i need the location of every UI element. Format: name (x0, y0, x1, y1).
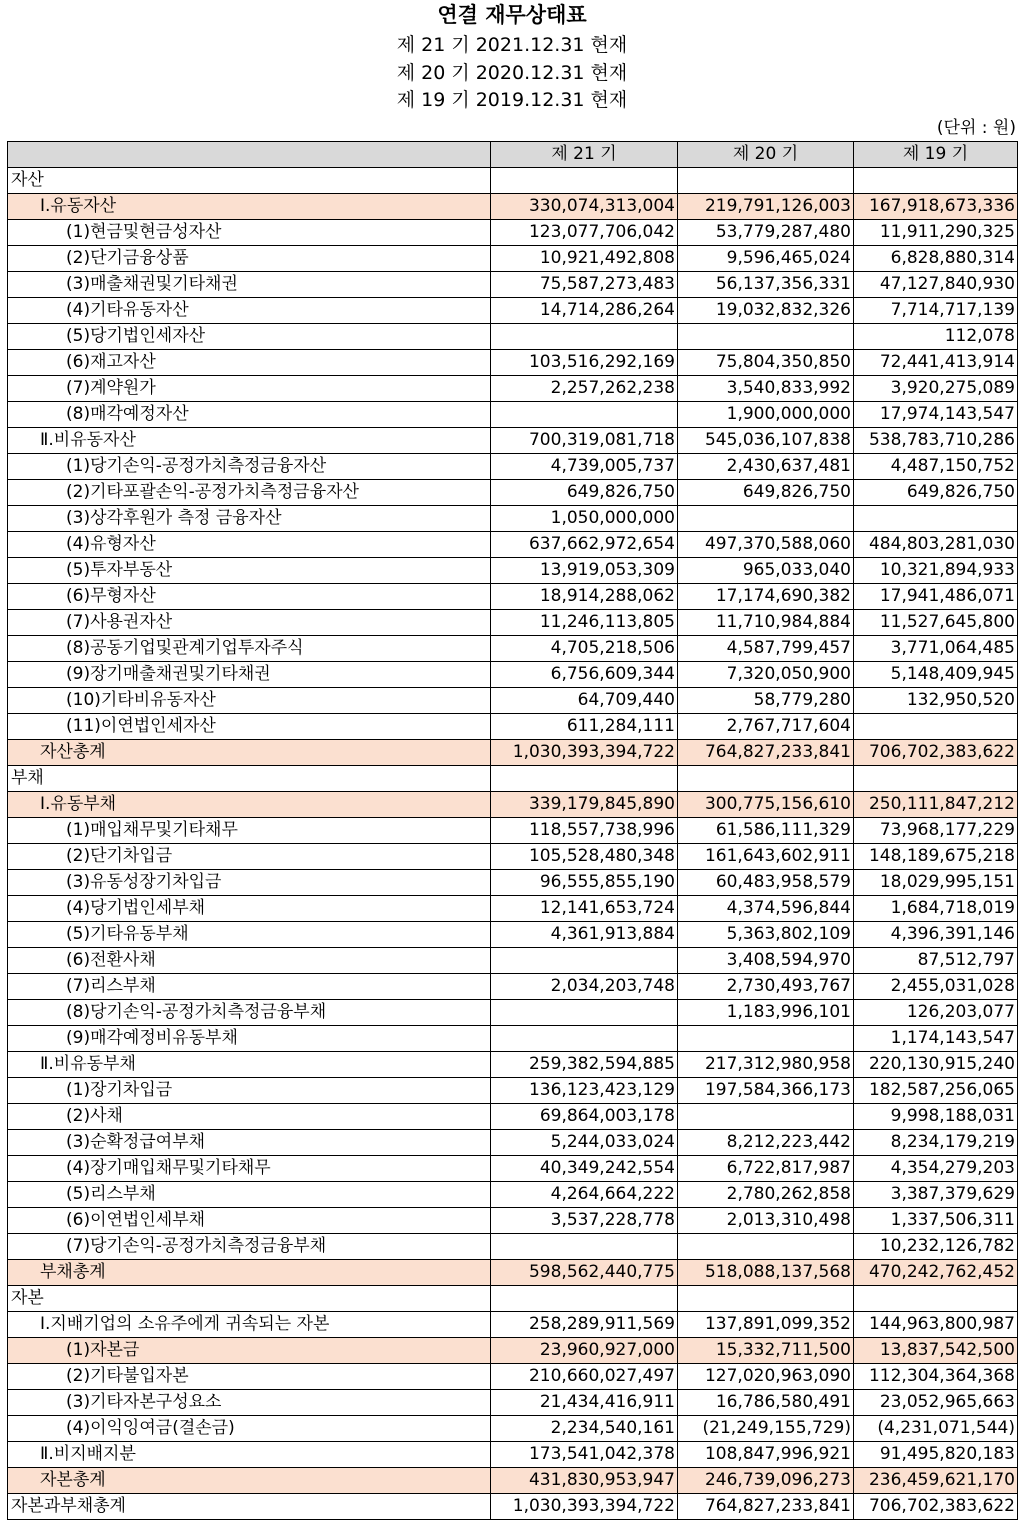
table-row (8, 1156, 1018, 1182)
period-19-value: 484,803,281,030 (854, 532, 1018, 558)
period-21-value: 4,264,664,222 (491, 1182, 678, 1208)
period-21-value: 1,050,000,000 (491, 506, 678, 532)
period-20-value: 8,212,223,442 (678, 1130, 854, 1156)
period-21-value (491, 1026, 678, 1052)
period-20-value: 197,584,366,173 (678, 1078, 854, 1104)
table-row (8, 896, 1018, 922)
period-20-value (678, 324, 854, 350)
table-row (8, 1468, 1018, 1494)
account-label: (1)현금및현금성자산 (8, 220, 491, 246)
table-row (8, 714, 1018, 740)
account-label: (4)유형자산 (8, 532, 491, 558)
period-20-value: 764,827,233,841 (678, 1494, 854, 1520)
period-21-value: 339,179,845,890 (491, 792, 678, 818)
period-19-value: 11,527,645,800 (854, 610, 1018, 636)
period-21-value (491, 1000, 678, 1026)
period-19-value: 3,771,064,485 (854, 636, 1018, 662)
account-label: 자산총계 (8, 740, 491, 766)
table-row (8, 1000, 1018, 1026)
account-label: (5)당기법인세자산 (8, 324, 491, 350)
account-label: (3)순확정급여부채 (8, 1130, 491, 1156)
account-label: 부채 (8, 766, 491, 792)
table-row (8, 454, 1018, 480)
period-20-value: 3,540,833,992 (678, 376, 854, 402)
period-20-value: 545,036,107,838 (678, 428, 854, 454)
period-19-value: 706,702,383,622 (854, 740, 1018, 766)
period-20-value: 60,483,958,579 (678, 870, 854, 896)
statement-title: 연결 재무상태표 (437, 3, 587, 27)
period-20-value (678, 168, 854, 194)
table-row (8, 558, 1018, 584)
period-20-value: (21,249,155,729) (678, 1416, 854, 1442)
table-row (8, 948, 1018, 974)
account-label: (1)장기차입금 (8, 1078, 491, 1104)
account-label: (10)기타비유동자산 (8, 688, 491, 714)
period-line-3: 제 19 기 2019.12.31 현재 (396, 89, 628, 111)
account-label: (2)단기차입금 (8, 844, 491, 870)
period-20-value: 7,320,050,900 (678, 662, 854, 688)
table-row (8, 818, 1018, 844)
period-20-value: 764,827,233,841 (678, 740, 854, 766)
period-19-value: 3,920,275,089 (854, 376, 1018, 402)
period-20-value: 9,596,465,024 (678, 246, 854, 272)
period-20-value (678, 1104, 854, 1130)
period-20-value: 2,780,262,858 (678, 1182, 854, 1208)
table-row (8, 220, 1018, 246)
period-19-value: 706,702,383,622 (854, 1494, 1018, 1520)
table-row (8, 1130, 1018, 1156)
period-19-value: 17,941,486,071 (854, 584, 1018, 610)
period-21-value: 330,074,313,004 (491, 194, 678, 220)
period-19-value: 3,387,379,629 (854, 1182, 1018, 1208)
table-row (8, 688, 1018, 714)
period-19-value: 167,918,673,336 (854, 194, 1018, 220)
period-19-value: 132,950,520 (854, 688, 1018, 714)
period-19-value: 144,963,800,987 (854, 1312, 1018, 1338)
period-21-value (491, 948, 678, 974)
table-row (8, 662, 1018, 688)
account-label: Ⅱ.비지배지분 (8, 1442, 491, 1468)
account-label: (8)공동기업및관계기업투자주식 (8, 636, 491, 662)
period-20-value: 2,767,717,604 (678, 714, 854, 740)
table-row (8, 1078, 1018, 1104)
period-21-value: 4,739,005,737 (491, 454, 678, 480)
period-21-value: 40,349,242,554 (491, 1156, 678, 1182)
period-20-value: 6,722,817,987 (678, 1156, 854, 1182)
table-row (8, 376, 1018, 402)
period-19-value: 126,203,077 (854, 1000, 1018, 1026)
period-line-2: 제 20 기 2020.12.31 현재 (396, 62, 628, 84)
period-20-value (678, 1026, 854, 1052)
period-21-value: 6,756,609,344 (491, 662, 678, 688)
account-label: (4)기타유동자산 (8, 298, 491, 324)
period-21-value: 12,141,653,724 (491, 896, 678, 922)
table-row (8, 428, 1018, 454)
period-19-value: 7,714,717,139 (854, 298, 1018, 324)
period-21-value: 2,234,540,161 (491, 1416, 678, 1442)
table-row (8, 974, 1018, 1000)
table-row (8, 1104, 1018, 1130)
table-row (8, 1052, 1018, 1078)
table-row (8, 1026, 1018, 1052)
period-19-value: 148,189,675,218 (854, 844, 1018, 870)
account-label: (7)당기손익-공정가치측정금융부채 (8, 1234, 491, 1260)
period-21-value (491, 766, 678, 792)
account-label: (7)리스부채 (8, 974, 491, 1000)
table-row (8, 194, 1018, 220)
account-label: (3)유동성장기차입금 (8, 870, 491, 896)
period-19-value: 8,234,179,219 (854, 1130, 1018, 1156)
period-19-value: 2,455,031,028 (854, 974, 1018, 1000)
period-21-value: 700,319,081,718 (491, 428, 678, 454)
period-21-value: 75,587,273,483 (491, 272, 678, 298)
table-row (8, 1338, 1018, 1364)
period-20-value: 108,847,996,921 (678, 1442, 854, 1468)
table-row (8, 792, 1018, 818)
account-label: (9)장기매출채권및기타채권 (8, 662, 491, 688)
period-19-value: 112,078 (854, 324, 1018, 350)
period-20-value: 246,739,096,273 (678, 1468, 854, 1494)
account-label: (5)기타유동부채 (8, 922, 491, 948)
period-21-value (491, 168, 678, 194)
period-21-value: 96,555,855,190 (491, 870, 678, 896)
period-19-value: 182,587,256,065 (854, 1078, 1018, 1104)
period-19-value: 91,495,820,183 (854, 1442, 1018, 1468)
period-19-value: 236,459,621,170 (854, 1468, 1018, 1494)
period-19-value: 538,783,710,286 (854, 428, 1018, 454)
period-19-value: 73,968,177,229 (854, 818, 1018, 844)
account-label: (3)상각후원가 측정 금융자산 (8, 506, 491, 532)
account-label: (5)리스부채 (8, 1182, 491, 1208)
period-19-value (854, 714, 1018, 740)
period-19-value: 10,232,126,782 (854, 1234, 1018, 1260)
period-20-value: 4,374,596,844 (678, 896, 854, 922)
period-line-1: 제 21 기 2021.12.31 현재 (396, 34, 628, 56)
period-20-value: 16,786,580,491 (678, 1390, 854, 1416)
period-19-value: 1,337,506,311 (854, 1208, 1018, 1234)
header-period-21: 제 21 기 (491, 142, 678, 168)
period-21-value: 258,289,911,569 (491, 1312, 678, 1338)
period-19-value: 220,130,915,240 (854, 1052, 1018, 1078)
period-21-value: 14,714,286,264 (491, 298, 678, 324)
period-20-value: 649,826,750 (678, 480, 854, 506)
period-20-value: 4,587,799,457 (678, 636, 854, 662)
account-label: (11)이연법인세자산 (8, 714, 491, 740)
period-21-value: 136,123,423,129 (491, 1078, 678, 1104)
account-label: (6)무형자산 (8, 584, 491, 610)
period-19-value: 4,354,279,203 (854, 1156, 1018, 1182)
period-21-value: 4,705,218,506 (491, 636, 678, 662)
table-row (8, 1416, 1018, 1442)
period-19-value: 17,974,143,547 (854, 402, 1018, 428)
period-21-value: 598,562,440,775 (491, 1260, 678, 1286)
unit-label: (단위 : 원) (936, 118, 1016, 138)
period-19-value: 6,828,880,314 (854, 246, 1018, 272)
period-20-value: 300,775,156,610 (678, 792, 854, 818)
account-label: 자본총계 (8, 1468, 491, 1494)
table-row (8, 1286, 1018, 1312)
period-19-value: 1,684,718,019 (854, 896, 1018, 922)
period-20-value: 3,408,594,970 (678, 948, 854, 974)
account-label: (9)매각예정비유동부채 (8, 1026, 491, 1052)
period-21-value: 637,662,972,654 (491, 532, 678, 558)
period-20-value: 61,586,111,329 (678, 818, 854, 844)
account-label: (7)계약원가 (8, 376, 491, 402)
period-19-value: 87,512,797 (854, 948, 1018, 974)
period-20-value: 58,779,280 (678, 688, 854, 714)
period-21-value (491, 402, 678, 428)
period-19-value: 4,396,391,146 (854, 922, 1018, 948)
account-label: (2)기타포괄손익-공정가치측정금융자산 (8, 480, 491, 506)
table-row (8, 1260, 1018, 1286)
table-row (8, 922, 1018, 948)
table-body (8, 168, 1018, 1520)
account-label: (8)매각예정자산 (8, 402, 491, 428)
period-20-value (678, 506, 854, 532)
period-21-value: 210,660,027,497 (491, 1364, 678, 1390)
account-label: Ⅰ.지배기업의 소유주에게 귀속되는 자본 (8, 1312, 491, 1338)
period-21-value: 18,914,288,062 (491, 584, 678, 610)
period-21-value: 259,382,594,885 (491, 1052, 678, 1078)
period-19-value: 250,111,847,212 (854, 792, 1018, 818)
period-20-value: 497,370,588,060 (678, 532, 854, 558)
period-21-value: 105,528,480,348 (491, 844, 678, 870)
period-19-value: 18,029,995,151 (854, 870, 1018, 896)
period-21-value (491, 1234, 678, 1260)
account-label: Ⅰ.유동자산 (8, 194, 491, 220)
table-row (8, 1208, 1018, 1234)
account-label: (2)기타불입자본 (8, 1364, 491, 1390)
table-row (8, 402, 1018, 428)
account-label: (5)투자부동산 (8, 558, 491, 584)
account-label: (2)단기금융상품 (8, 246, 491, 272)
period-19-value: 11,911,290,325 (854, 220, 1018, 246)
table-header-row (8, 142, 1018, 168)
period-21-value: 5,244,033,024 (491, 1130, 678, 1156)
period-21-value: 1,030,393,394,722 (491, 740, 678, 766)
table-row (8, 298, 1018, 324)
account-label: 자본 (8, 1286, 491, 1312)
table-row (8, 480, 1018, 506)
table-row (8, 272, 1018, 298)
period-20-value (678, 766, 854, 792)
period-21-value: 118,557,738,996 (491, 818, 678, 844)
period-20-value: 56,137,356,331 (678, 272, 854, 298)
header-account (8, 142, 491, 168)
period-19-value: (4,231,071,544) (854, 1416, 1018, 1442)
table-row (8, 740, 1018, 766)
period-21-value: 23,960,927,000 (491, 1338, 678, 1364)
period-21-value (491, 1286, 678, 1312)
header-period-19: 제 19 기 (854, 142, 1018, 168)
table-row (8, 168, 1018, 194)
table-row (8, 870, 1018, 896)
period-21-value: 103,516,292,169 (491, 350, 678, 376)
account-label: (4)당기법인세부채 (8, 896, 491, 922)
account-label: (2)사채 (8, 1104, 491, 1130)
period-21-value: 21,434,416,911 (491, 1390, 678, 1416)
period-20-value: 127,020,963,090 (678, 1364, 854, 1390)
table-row (8, 610, 1018, 636)
period-20-value: 1,900,000,000 (678, 402, 854, 428)
table-row (8, 766, 1018, 792)
period-21-value: 11,246,113,805 (491, 610, 678, 636)
period-21-value: 2,034,203,748 (491, 974, 678, 1000)
table-row (8, 1234, 1018, 1260)
account-label: (1)매입채무및기타채무 (8, 818, 491, 844)
period-20-value: 2,013,310,498 (678, 1208, 854, 1234)
account-label: (1)당기손익-공정가치측정금융자산 (8, 454, 491, 480)
period-21-value: 649,826,750 (491, 480, 678, 506)
table-row (8, 506, 1018, 532)
period-19-value (854, 1286, 1018, 1312)
period-20-value: 5,363,802,109 (678, 922, 854, 948)
period-19-value: 10,321,894,933 (854, 558, 1018, 584)
table-row (8, 1312, 1018, 1338)
period-21-value (491, 324, 678, 350)
account-label: (3)기타자본구성요소 (8, 1390, 491, 1416)
period-20-value: 2,730,493,767 (678, 974, 854, 1000)
table-row (8, 246, 1018, 272)
period-21-value: 611,284,111 (491, 714, 678, 740)
period-21-value: 69,864,003,178 (491, 1104, 678, 1130)
period-21-value: 10,921,492,808 (491, 246, 678, 272)
header-period-20: 제 20 기 (678, 142, 854, 168)
period-20-value: 217,312,980,958 (678, 1052, 854, 1078)
account-label: (7)사용권자산 (8, 610, 491, 636)
account-label: (3)매출채권및기타채권 (8, 272, 491, 298)
account-label: (1)자본금 (8, 1338, 491, 1364)
period-20-value: 219,791,126,003 (678, 194, 854, 220)
period-20-value: 1,183,996,101 (678, 1000, 854, 1026)
period-19-value: 470,242,762,452 (854, 1260, 1018, 1286)
period-19-value: 5,148,409,945 (854, 662, 1018, 688)
period-19-value (854, 506, 1018, 532)
period-21-value: 13,919,053,309 (491, 558, 678, 584)
period-21-value: 123,077,706,042 (491, 220, 678, 246)
table-row (8, 1494, 1018, 1520)
period-21-value: 173,541,042,378 (491, 1442, 678, 1468)
period-21-value: 3,537,228,778 (491, 1208, 678, 1234)
table-row (8, 1364, 1018, 1390)
account-label: (8)당기손익-공정가치측정금융부채 (8, 1000, 491, 1026)
account-label: (6)전환사채 (8, 948, 491, 974)
period-21-value: 4,361,913,884 (491, 922, 678, 948)
period-21-value: 431,830,953,947 (491, 1468, 678, 1494)
account-label: (4)장기매입채무및기타채무 (8, 1156, 491, 1182)
account-label: (6)재고자산 (8, 350, 491, 376)
period-19-value (854, 766, 1018, 792)
table-row (8, 636, 1018, 662)
period-20-value: 75,804,350,850 (678, 350, 854, 376)
table-row (8, 1182, 1018, 1208)
period-21-value: 1,030,393,394,722 (491, 1494, 678, 1520)
table-row (8, 350, 1018, 376)
table-row (8, 1390, 1018, 1416)
period-20-value: 15,332,711,500 (678, 1338, 854, 1364)
balance-sheet-table (7, 141, 1018, 1520)
account-label: 자산 (8, 168, 491, 194)
period-19-value: 23,052,965,663 (854, 1390, 1018, 1416)
period-21-value: 64,709,440 (491, 688, 678, 714)
account-label: 자본과부채총계 (8, 1494, 491, 1520)
period-20-value: 19,032,832,326 (678, 298, 854, 324)
account-label: (4)이익잉여금(결손금) (8, 1416, 491, 1442)
table-row (8, 324, 1018, 350)
account-label: Ⅰ.유동부채 (8, 792, 491, 818)
table-row (8, 844, 1018, 870)
period-20-value: 137,891,099,352 (678, 1312, 854, 1338)
period-19-value: 649,826,750 (854, 480, 1018, 506)
period-20-value: 965,033,040 (678, 558, 854, 584)
period-19-value: 1,174,143,547 (854, 1026, 1018, 1052)
period-21-value: 2,257,262,238 (491, 376, 678, 402)
period-20-value: 2,430,637,481 (678, 454, 854, 480)
account-label: (6)이연법인세부채 (8, 1208, 491, 1234)
period-20-value (678, 1234, 854, 1260)
period-20-value (678, 1286, 854, 1312)
period-19-value (854, 168, 1018, 194)
period-19-value: 112,304,364,368 (854, 1364, 1018, 1390)
period-20-value: 161,643,602,911 (678, 844, 854, 870)
period-19-value: 9,998,188,031 (854, 1104, 1018, 1130)
period-19-value: 13,837,542,500 (854, 1338, 1018, 1364)
account-label: Ⅱ.비유동자산 (8, 428, 491, 454)
period-19-value: 72,441,413,914 (854, 350, 1018, 376)
period-20-value: 53,779,287,480 (678, 220, 854, 246)
period-20-value: 17,174,690,382 (678, 584, 854, 610)
period-19-value: 47,127,840,930 (854, 272, 1018, 298)
period-20-value: 518,088,137,568 (678, 1260, 854, 1286)
account-label: Ⅱ.비유동부채 (8, 1052, 491, 1078)
table-row (8, 584, 1018, 610)
table-row (8, 532, 1018, 558)
period-19-value: 4,487,150,752 (854, 454, 1018, 480)
period-20-value: 11,710,984,884 (678, 610, 854, 636)
account-label: 부채총계 (8, 1260, 491, 1286)
table-row (8, 1442, 1018, 1468)
